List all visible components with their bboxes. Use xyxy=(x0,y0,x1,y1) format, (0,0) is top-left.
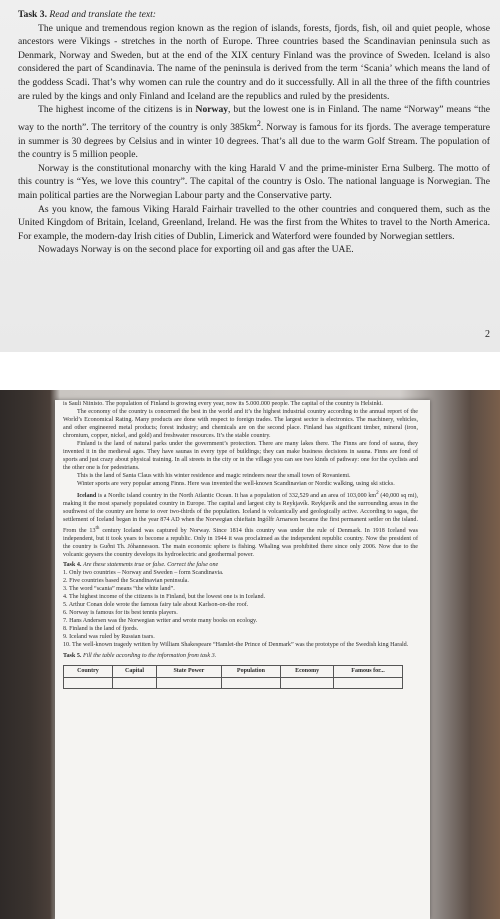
statement-item: 4. The highest income of the citizens is in Finland, but the lowest one is in Iceland. xyxy=(63,594,266,601)
statements-list xyxy=(63,569,418,649)
document-page-top xyxy=(0,0,500,352)
task3-instruction: Read and translate the text: xyxy=(49,9,156,20)
statement-item: 1. Only two countries – Norway and Sweden – form Scandinavia. xyxy=(63,570,224,576)
table-header-economy: Economy xyxy=(281,665,334,677)
table-header-capital: Capital xyxy=(112,665,156,677)
statement-item: 9. Iceland was ruled by Russian tsars. xyxy=(63,634,155,641)
paragraph-scandinavia: The unique and tremendous region known as the region of islands, forests, fjords, fish, oil and quiet people, whose ancestors were Vikings - stretches in the north of Europe. Three countries based the Scandinavian peninsula such as Denmark, Norway and Sweden, but at the end of the XIX century Finland was the province of Sweden. Iceland is also considered the part of Scandinavia. The name of the peninsula is derived from the term ‘Scania’ which means the land of the goddess Scadi. That’s why women can rule the country and do it successfully. All in all the three of the fifth countries are ruled by the kings and only Finland and Iceland are the republics and ruled by the presidents. xyxy=(18,22,490,102)
statement-item: 2. Five countries based the Scandinavian peninsula. xyxy=(63,578,189,585)
statement-item: 6. Norway is famous for its best tennis players. xyxy=(63,610,178,617)
table-cell[interactable] xyxy=(221,677,281,688)
statement-item: 8. Finland is the land of fjords. xyxy=(63,626,139,633)
paragraph-finland-economy: The economy of the country is concerned the best in the world and it’s the highest industrial country according to the annual report of the World’s Economical Rating. Many products are done with respect to foreign trades. The largest sector is electronics. The machinery, vehicles, and other engineered metal products; forest industry; and chemicals are on the second place. Finland has significant timber, mineral (iron, chromium, copper, nickel, and gold) and freshwater resources. It’s the stable country. xyxy=(63,409,418,440)
statement-item: 3. The word “scania” means “the white land”. xyxy=(63,586,175,593)
table-header-population: Population xyxy=(221,665,281,677)
table-cell[interactable] xyxy=(334,677,403,688)
table-cell[interactable] xyxy=(157,677,221,688)
paragraph-finland-nature: Finland is the land of natural parks under the government’s protection. There are many lakes there. The Finns are fond of sauna, they invented it in the medieval ages. They have saunas in every type of buildings; they can make business decisions in sauna. Finns are fond of sports and just crazy about physical training. In all streets in the city or in the village you can see two kinds of pathway: one for the cyclists and the other one is for pedestrians. xyxy=(63,441,418,472)
table-header-famous-for: Famous for... xyxy=(334,665,403,677)
document-page-bottom xyxy=(55,400,430,919)
page-number: 2 xyxy=(485,329,490,340)
countries-table xyxy=(63,665,403,689)
task4-heading: Task 4. Are these statements true or false. Correct the false one xyxy=(63,561,219,568)
paragraph-vikings: As you know, the famous Viking Harald Fairhair travelled to the other countries and conquered them, such as the United Kingdom of Britain, Iceland, Greenland, Ireland. He was the first from the Whites to travel to the North America. For example, the modern-day Irish cities of Dublin, Limerick and Waterford were founded by Norwegian settlers. xyxy=(18,203,490,242)
photo-background xyxy=(0,390,500,919)
table-header-row xyxy=(64,665,403,677)
task3-label: Task 3. xyxy=(18,9,47,20)
finland-intro-line: is Sauli Niinisto. The population of Finland is growing every year, now its 5.000.000 people. The capital of the country is Helsinki. xyxy=(63,401,383,407)
statement-item: 7. Hans Andersen was the Norwegian writer and wrote many books on ecology. xyxy=(63,618,258,625)
paragraph-norway-monarchy: Norway is the constitutional monarchy with the king Harald V and the prime-minister Erna Sulberg. The motto of this country is “Yes, we love this country”. The capital of the country is Oslo. The national language is Norwegian. The main political parties are the Norwegian Labour party and the Conservative party. xyxy=(18,162,490,201)
task5-heading: Task 5. Fill the table according to the information from task 3. xyxy=(63,653,217,660)
paragraph-santa-claus: This is the land of Santa Claus with his winter residence and magic reindeers near the small town of Rovaniemi. xyxy=(77,473,351,480)
table-cell[interactable] xyxy=(281,677,334,688)
table-row xyxy=(64,677,403,688)
table-cell[interactable] xyxy=(64,677,113,688)
statement-item: 5. Arthur Conan dole wrote the famous fairy tale about Karlson-on-the roof. xyxy=(63,602,249,609)
statement-item: 10. The well-known tragedy written by William Shakespeare “Hamlet-the Prince of Denmark” was the prototype of the Swedish king Harald. xyxy=(63,642,409,649)
table-header-state-power: State Power xyxy=(157,665,221,677)
paragraph-oil-export: Nowadays Norway is on the second place for exporting oil and gas after the UAE. xyxy=(38,244,354,256)
paragraph-norway-income: The highest income of the citizens is in Norway, but the lowest one is in Finland. The name “Norway” means “the way to the north”. The territory of the country is only $385km^2$. Norway is famous for its fjords. The average temperature in summer is 30 degrees by Celsius and in winter 10 degrees. That’s all due to the warm Golf Stream. The population of the country is 5 million people. xyxy=(18,104,490,161)
paragraph-iceland: Iceland is a Nordic island country in the North Atlantic Ocean. It has a population of 332,529 and an area of 103,000 $km^2$ (40,000 sq mi), making it the most sparsely populated country in Europe. The capital and largest city is Reykjavík. Reykjavík and the surrounding areas in the southwest of the country are home to over two-thirds of the population. Iceland is volcanically and geologically active. According to sagas, the settlement of Iceland began in the year 874 AD when the Norwegian chieftain Ingólfr Arnarson became the first permanent settler on the island. From the 13th century Iceland was captured by Norway. Since 1814 this country was under the rule of Denmark. In 1918 Iceland was independent, but it took years to become a republic. Only in 1944 it was proclaimed as the independent republic country. Now the president of the country is Guðni Th. Jóhannesson. The main economic sphere is fishing. Whaling was prohibited there since only 2006. Now due to the volcanic geysers the country develops its hydroelectric and geothermal power. xyxy=(63,489,419,558)
task3-heading xyxy=(18,8,490,22)
table-header-country: Country xyxy=(64,665,113,677)
paragraph-winter-sports: Winter sports are very popular among Finns. Here was invented the well-known Scandinavian or Nordic walking, using ski sticks. xyxy=(77,481,395,488)
table-cell[interactable] xyxy=(112,677,156,688)
page-gap xyxy=(0,352,500,390)
